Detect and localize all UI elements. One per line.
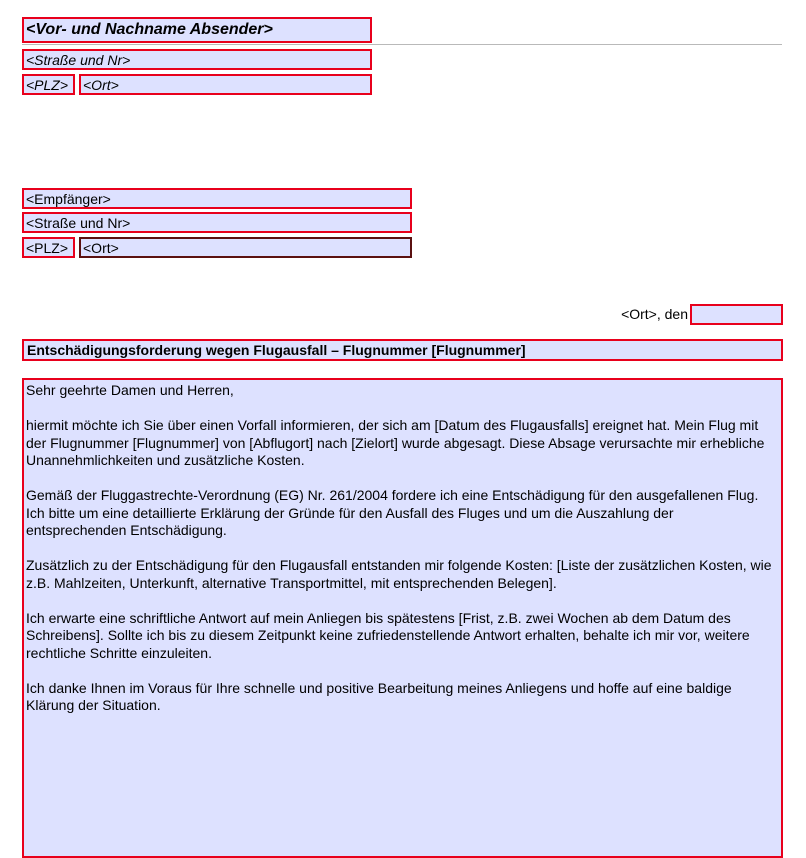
- salutation: Sehr geehrte Damen und Herren,: [26, 382, 234, 398]
- recipient-street-field[interactable]: <Straße und Nr>: [22, 212, 412, 233]
- header-divider: [22, 44, 782, 45]
- subject-field[interactable]: Entschädigungsforderung wegen Flugausfall – Flugnummer [Flugnummer]: [22, 339, 783, 361]
- sender-street-field[interactable]: <Straße und Nr>: [22, 49, 372, 70]
- body-paragraph: Zusätzlich zu der Entschädigung für den Flugausfall entstanden mir folgende Kosten: [Liste der zusätzlichen Kosten, wie z.B. Mahlzeiten, Unterkunft, alternative Transportmittel, mit entsprechenden Belegen].: [26, 557, 772, 591]
- body-paragraph: hiermit möchte ich Sie über einen Vorfall informieren, der sich am [Datum des Flugausfalls] ereignet hat. Mein Flug mit der Flugnummer [Flugnummer] von [Abflugort] nach [Zielort] wurde abgesagt. Diese Absage verursachte mir erhebliche Unannehmlichkeiten und zusätzliche Kosten.: [26, 417, 765, 468]
- body-paragraph: Ich danke Ihnen im Voraus für Ihre schnelle und positive Bearbeitung meines Anliegens und hoffe auf eine baldige Klärung der Situation.: [26, 679, 732, 713]
- body-paragraph: Ich erwarte eine schriftliche Antwort auf mein Anliegen bis spätestens [Frist, z.B. zwei Wochen ab dem Datum des Schreibens]. Sollte ich bis zu diesem Zeitpunkt keine zufriedenstellende Antwort erhalten, behalte ich mir vor, weitere rechtliche Schritte einzuleiten.: [26, 609, 750, 661]
- sender-city-field[interactable]: <Ort>: [79, 74, 372, 95]
- recipient-name-field[interactable]: <Empfänger>: [22, 188, 412, 209]
- sender-name-field[interactable]: <Vor- und Nachname Absender>: [22, 17, 372, 43]
- date-field[interactable]: [690, 304, 783, 325]
- recipient-city-field[interactable]: <Ort>: [79, 237, 412, 258]
- recipient-zip-field[interactable]: <PLZ>: [22, 237, 75, 258]
- date-place-label: <Ort>, den: [621, 306, 688, 322]
- letter-body-field[interactable]: [22, 378, 783, 858]
- body-paragraph: Gemäß der Fluggastrechte-Verordnung (EG) Nr. 261/2004 fordere ich eine Entschädigung für den ausgefallenen Flug. Ich bitte um eine detaillierte Erklärung der Gründe für den Ausfall des Fluges und um die Auszahlung der entsprechenden Entschädigung.: [26, 487, 759, 538]
- sender-zip-field[interactable]: <PLZ>: [22, 74, 75, 95]
